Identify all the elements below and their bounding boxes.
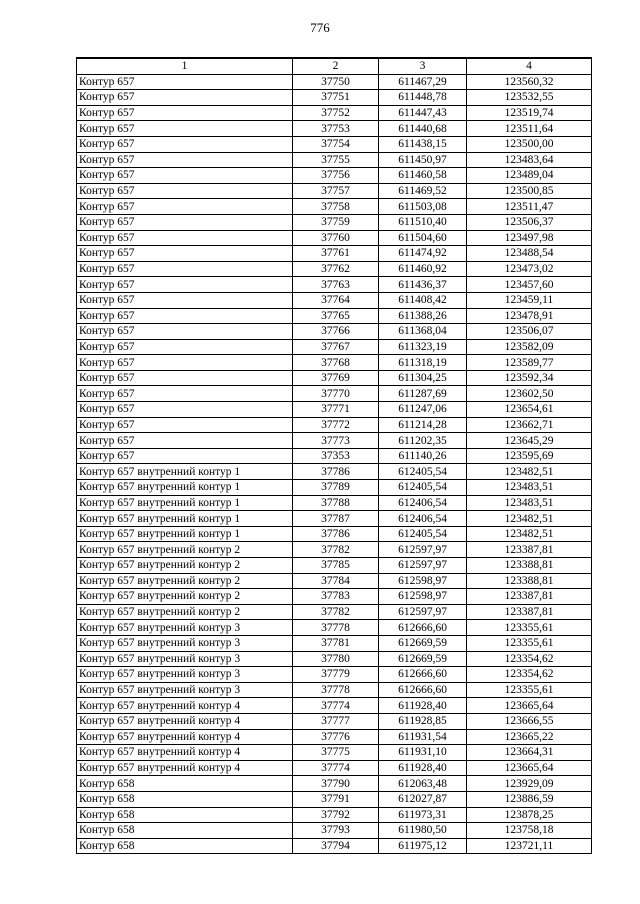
x-coordinate-cell: 612405,54 [379,464,467,480]
point-number-cell: 37781 [293,635,379,651]
y-coordinate-cell: 123665,64 [467,698,592,714]
point-number-cell: 37788 [293,495,379,511]
x-coordinate-cell: 612666,60 [379,682,467,698]
contour-name-cell: Контур 657 [77,339,293,355]
table-row [77,511,592,527]
x-coordinate-cell: 611460,92 [379,261,467,277]
y-coordinate-cell: 123387,81 [467,589,592,605]
x-coordinate-cell: 612669,59 [379,651,467,667]
point-number-cell: 37794 [293,838,379,854]
point-number-cell: 37775 [293,745,379,761]
y-coordinate-cell: 123665,64 [467,760,592,776]
point-number-cell: 37773 [293,433,379,449]
contour-name-cell: Контур 657 [77,214,293,230]
y-coordinate-cell: 123483,51 [467,480,592,496]
y-coordinate-cell: 123662,71 [467,417,592,433]
point-number-cell: 37759 [293,214,379,230]
point-number-cell: 37754 [293,136,379,152]
point-number-cell: 37755 [293,152,379,168]
x-coordinate-cell: 612666,60 [379,620,467,636]
point-number-cell: 37751 [293,90,379,106]
y-coordinate-cell: 123483,51 [467,495,592,511]
y-coordinate-cell: 123878,25 [467,807,592,823]
x-coordinate-cell: 611975,12 [379,838,467,854]
contour-name-cell: Контур 657 внутренний контур 2 [77,604,293,620]
point-number-cell: 37753 [293,121,379,137]
table-row [77,604,592,620]
y-coordinate-cell: 123387,81 [467,542,592,558]
point-number-cell: 37784 [293,573,379,589]
x-coordinate-cell: 611973,31 [379,807,467,823]
x-coordinate-cell: 611467,29 [379,74,467,90]
y-coordinate-cell: 123589,77 [467,355,592,371]
contour-name-cell: Контур 657 внутренний контур 3 [77,620,293,636]
table-row [77,729,592,745]
point-number-cell: 37780 [293,651,379,667]
x-coordinate-cell: 611931,10 [379,745,467,761]
table-row [77,791,592,807]
y-coordinate-cell: 123595,69 [467,448,592,464]
contour-name-cell: Контур 657 внутренний контур 1 [77,511,293,527]
point-number-cell: 37779 [293,667,379,683]
contour-name-cell: Контур 658 [77,776,293,792]
y-coordinate-cell: 123497,98 [467,230,592,246]
x-coordinate-cell: 611323,19 [379,339,467,355]
x-coordinate-cell: 611504,60 [379,230,467,246]
contour-name-cell: Контур 657 [77,121,293,137]
x-coordinate-cell: 611440,68 [379,121,467,137]
contour-name-cell: Контур 657 [77,136,293,152]
point-number-cell: 37761 [293,246,379,262]
x-coordinate-cell: 611469,52 [379,183,467,199]
point-number-cell: 37774 [293,760,379,776]
y-coordinate-cell: 123721,11 [467,838,592,854]
contour-name-cell: Контур 657 [77,386,293,402]
table-row [77,745,592,761]
y-coordinate-cell: 123664,31 [467,745,592,761]
page-number: 776 [310,20,330,35]
table-row [77,402,592,418]
point-number-cell: 37789 [293,480,379,496]
y-coordinate-cell: 123654,61 [467,402,592,418]
point-number-cell: 37758 [293,199,379,215]
point-number-cell: 37772 [293,417,379,433]
x-coordinate-cell: 611450,97 [379,152,467,168]
x-coordinate-cell: 612597,97 [379,542,467,558]
header-row [77,58,592,74]
x-coordinate-cell: 612405,54 [379,480,467,496]
y-coordinate-cell: 123592,34 [467,370,592,386]
table-row [77,464,592,480]
x-coordinate-cell: 611503,08 [379,199,467,215]
table-row [77,308,592,324]
contour-name-cell: Контур 657 внутренний контур 3 [77,667,293,683]
y-coordinate-cell: 123506,07 [467,324,592,340]
y-coordinate-cell: 123355,61 [467,620,592,636]
contour-name-cell: Контур 657 [77,199,293,215]
table-row [77,526,592,542]
point-number-cell: 37764 [293,292,379,308]
contour-name-cell: Контур 658 [77,791,293,807]
x-coordinate-cell: 611928,85 [379,713,467,729]
table-row [77,355,592,371]
y-coordinate-cell: 123388,81 [467,573,592,589]
y-coordinate-cell: 123506,37 [467,214,592,230]
y-coordinate-cell: 123354,62 [467,651,592,667]
x-coordinate-cell: 611448,78 [379,90,467,106]
y-coordinate-cell: 123488,54 [467,246,592,262]
y-coordinate-cell: 123388,81 [467,558,592,574]
contour-name-cell: Контур 657 внутренний контур 3 [77,682,293,698]
contour-name-cell: Контур 657 [77,183,293,199]
table-row [77,667,592,683]
contour-name-cell: Контур 657 внутренний контур 1 [77,495,293,511]
y-coordinate-cell: 123758,18 [467,823,592,839]
x-coordinate-cell: 611140,26 [379,448,467,464]
y-coordinate-cell: 123478,91 [467,308,592,324]
contour-name-cell: Контур 657 [77,246,293,262]
y-coordinate-cell: 123489,04 [467,168,592,184]
table-header [77,58,592,74]
point-number-cell: 37771 [293,402,379,418]
contour-name-cell: Контур 657 [77,74,293,90]
point-number-cell: 37762 [293,261,379,277]
point-number-cell: 37769 [293,370,379,386]
x-coordinate-cell: 611928,40 [379,760,467,776]
contour-name-cell: Контур 657 [77,324,293,340]
point-number-cell: 37786 [293,526,379,542]
x-coordinate-cell: 612406,54 [379,511,467,527]
y-coordinate-cell: 123519,74 [467,105,592,121]
point-number-cell: 37774 [293,698,379,714]
point-number-cell: 37756 [293,168,379,184]
point-number-cell: 37766 [293,324,379,340]
contour-name-cell: Контур 657 внутренний контур 4 [77,713,293,729]
table-row [77,480,592,496]
table-body [77,74,592,854]
y-coordinate-cell: 123929,09 [467,776,592,792]
contour-name-cell: Контур 657 [77,277,293,293]
point-number-cell: 37783 [293,589,379,605]
point-number-cell: 37778 [293,682,379,698]
point-number-cell: 37782 [293,542,379,558]
point-number-cell: 37785 [293,558,379,574]
y-coordinate-cell: 123645,29 [467,433,592,449]
table-row [77,433,592,449]
x-coordinate-cell: 611388,26 [379,308,467,324]
contour-name-cell: Контур 657 [77,370,293,386]
x-coordinate-cell: 612598,97 [379,589,467,605]
table-row [77,199,592,215]
table-row [77,807,592,823]
table-row [77,261,592,277]
x-coordinate-cell: 611214,28 [379,417,467,433]
table-row [77,589,592,605]
x-coordinate-cell: 612666,60 [379,667,467,683]
contour-name-cell: Контур 657 [77,308,293,324]
point-number-cell: 37768 [293,355,379,371]
y-coordinate-cell: 123665,22 [467,729,592,745]
y-coordinate-cell: 123459,11 [467,292,592,308]
point-number-cell: 37752 [293,105,379,121]
table-row [77,246,592,262]
point-number-cell: 37750 [293,74,379,90]
contour-name-cell: Контур 657 внутренний контур 4 [77,760,293,776]
contour-name-cell: Контур 657 [77,90,293,106]
y-coordinate-cell: 123500,00 [467,136,592,152]
table-row [77,573,592,589]
x-coordinate-cell: 611287,69 [379,386,467,402]
table-row [77,635,592,651]
x-coordinate-cell: 611447,43 [379,105,467,121]
point-number-cell: 37763 [293,277,379,293]
y-coordinate-cell: 123602,50 [467,386,592,402]
table-row [77,105,592,121]
table-row [77,74,592,90]
contour-name-cell: Контур 657 [77,105,293,121]
x-coordinate-cell: 611980,50 [379,823,467,839]
point-number-cell: 37777 [293,713,379,729]
table-row [77,713,592,729]
table-row [77,292,592,308]
coordinates-table [76,57,592,854]
y-coordinate-cell: 123560,32 [467,74,592,90]
table-row [77,214,592,230]
contour-name-cell: Контур 657 внутренний контур 3 [77,651,293,667]
x-coordinate-cell: 611510,40 [379,214,467,230]
x-coordinate-cell: 611247,06 [379,402,467,418]
x-coordinate-cell: 611368,04 [379,324,467,340]
table-row [77,558,592,574]
table-row [77,417,592,433]
contour-name-cell: Контур 657 [77,448,293,464]
contour-name-cell: Контур 657 внутренний контур 3 [77,635,293,651]
point-number-cell: 37765 [293,308,379,324]
table-row [77,136,592,152]
x-coordinate-cell: 612406,54 [379,495,467,511]
table-row [77,230,592,246]
y-coordinate-cell: 123511,47 [467,199,592,215]
table-row [77,448,592,464]
x-coordinate-cell: 611460,58 [379,168,467,184]
x-coordinate-cell: 612598,97 [379,573,467,589]
table-row [77,168,592,184]
table-row [77,682,592,698]
x-coordinate-cell: 611438,15 [379,136,467,152]
point-number-cell: 37791 [293,791,379,807]
contour-name-cell: Контур 657 внутренний контур 1 [77,480,293,496]
table-row [77,370,592,386]
table-row [77,183,592,199]
x-coordinate-cell: 611931,54 [379,729,467,745]
header-col-3: 3 [379,58,467,74]
contour-name-cell: Контур 658 [77,807,293,823]
point-number-cell: 37353 [293,448,379,464]
y-coordinate-cell: 123354,62 [467,667,592,683]
table-row [77,651,592,667]
contour-name-cell: Контур 657 внутренний контур 2 [77,542,293,558]
x-coordinate-cell: 611474,92 [379,246,467,262]
point-number-cell: 37786 [293,464,379,480]
point-number-cell: 37793 [293,823,379,839]
x-coordinate-cell: 611436,37 [379,277,467,293]
point-number-cell: 37770 [293,386,379,402]
point-number-cell: 37767 [293,339,379,355]
y-coordinate-cell: 123666,55 [467,713,592,729]
contour-name-cell: Контур 657 [77,355,293,371]
header-col-4: 4 [467,58,592,74]
header-col-1: 1 [77,58,293,74]
point-number-cell: 37776 [293,729,379,745]
table-row [77,776,592,792]
y-coordinate-cell: 123886,59 [467,791,592,807]
table-row [77,121,592,137]
table-row [77,838,592,854]
y-coordinate-cell: 123532,55 [467,90,592,106]
contour-name-cell: Контур 657 [77,433,293,449]
contour-name-cell: Контур 657 [77,292,293,308]
y-coordinate-cell: 123500,85 [467,183,592,199]
y-coordinate-cell: 123355,61 [467,635,592,651]
table-row [77,277,592,293]
y-coordinate-cell: 123483,64 [467,152,592,168]
y-coordinate-cell: 123457,60 [467,277,592,293]
point-number-cell: 37790 [293,776,379,792]
x-coordinate-cell: 612597,97 [379,604,467,620]
table-row [77,152,592,168]
table-row [77,339,592,355]
x-coordinate-cell: 611408,42 [379,292,467,308]
x-coordinate-cell: 611304,25 [379,370,467,386]
contour-name-cell: Контур 657 [77,168,293,184]
y-coordinate-cell: 123482,51 [467,511,592,527]
table-row [77,90,592,106]
x-coordinate-cell: 612405,54 [379,526,467,542]
x-coordinate-cell: 612597,97 [379,558,467,574]
contour-name-cell: Контур 657 [77,230,293,246]
contour-name-cell: Контур 657 внутренний контур 2 [77,589,293,605]
x-coordinate-cell: 612669,59 [379,635,467,651]
point-number-cell: 37778 [293,620,379,636]
table-row [77,698,592,714]
contour-name-cell: Контур 657 внутренний контур 2 [77,573,293,589]
table-row [77,495,592,511]
point-number-cell: 37787 [293,511,379,527]
y-coordinate-cell: 123582,09 [467,339,592,355]
x-coordinate-cell: 611202,35 [379,433,467,449]
y-coordinate-cell: 123511,64 [467,121,592,137]
table-row [77,324,592,340]
table-row [77,760,592,776]
point-number-cell: 37760 [293,230,379,246]
x-coordinate-cell: 611318,19 [379,355,467,371]
y-coordinate-cell: 123355,61 [467,682,592,698]
contour-name-cell: Контур 657 внутренний контур 1 [77,464,293,480]
point-number-cell: 37782 [293,604,379,620]
contour-name-cell: Контур 657 [77,261,293,277]
y-coordinate-cell: 123482,51 [467,526,592,542]
table-row [77,620,592,636]
x-coordinate-cell: 611928,40 [379,698,467,714]
contour-name-cell: Контур 657 [77,152,293,168]
x-coordinate-cell: 612027,87 [379,791,467,807]
contour-name-cell: Контур 657 внутренний контур 4 [77,745,293,761]
point-number-cell: 37757 [293,183,379,199]
contour-name-cell: Контур 658 [77,838,293,854]
y-coordinate-cell: 123482,51 [467,464,592,480]
header-col-2: 2 [293,58,379,74]
y-coordinate-cell: 123473,02 [467,261,592,277]
table-row [77,386,592,402]
y-coordinate-cell: 123387,81 [467,604,592,620]
contour-name-cell: Контур 658 [77,823,293,839]
table-row [77,823,592,839]
x-coordinate-cell: 612063,48 [379,776,467,792]
contour-name-cell: Контур 657 [77,402,293,418]
contour-name-cell: Контур 657 внутренний контур 4 [77,729,293,745]
contour-name-cell: Контур 657 внутренний контур 2 [77,558,293,574]
contour-name-cell: Контур 657 внутренний контур 1 [77,526,293,542]
contour-name-cell: Контур 657 [77,417,293,433]
point-number-cell: 37792 [293,807,379,823]
table-row [77,542,592,558]
contour-name-cell: Контур 657 внутренний контур 4 [77,698,293,714]
